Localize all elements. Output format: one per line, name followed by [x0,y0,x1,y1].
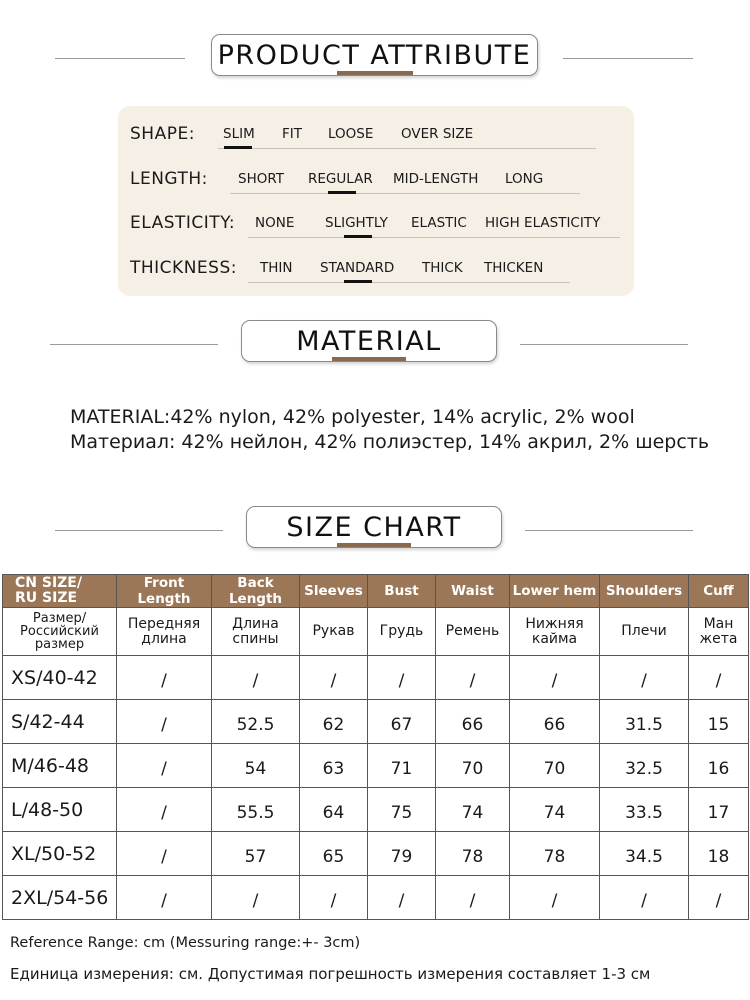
material-heading [0,320,750,370]
reference-range-note: Reference Range: cm (Messuring range:+- 3cm) [10,935,361,951]
attribute-option: REGULAR [308,171,373,187]
section-title-text: MATERIAL [296,325,442,357]
table-row [3,700,749,744]
measurement-cell: 66 [436,700,510,744]
measurement-cell: / [436,876,510,920]
measurement-cell: / [368,656,436,700]
measurement-cell: / [117,788,212,832]
table-row [3,744,749,788]
section-title-text: PRODUCT ATTRIBUTE [217,39,532,71]
attribute-baseline [218,148,596,149]
header-cell: Shoulders [600,575,689,608]
measurement-cell: 17 [689,788,749,832]
measurement-note-ru: Единица измерения: см. Допустимая погрешность измерения составляет 1-3 см [10,965,651,983]
attribute-option: FIT [282,126,302,142]
measurement-cell: / [300,656,368,700]
divider-left [55,530,223,531]
measurement-cell: 32.5 [600,744,689,788]
attribute-label: LENGTH: [130,169,208,189]
header-ru-cell: Нижняя кайма [510,608,600,656]
section-title-text: SIZE CHART [286,511,462,543]
divider-right [520,344,688,345]
table-row [3,656,749,700]
measurement-cell: / [117,656,212,700]
header-ru-cell: Ремень [436,608,510,656]
product-attribute-heading [0,34,750,84]
attribute-baseline [248,237,620,238]
header-cell: Bust [368,575,436,608]
measurement-cell: / [436,656,510,700]
attribute-option: ELASTIC [411,215,467,231]
material-text-en: MATERIAL:42% nylon, 42% polyester, 14% acrylic, 2% wool [70,406,635,428]
size-label-cell: XL/50-52 [3,832,117,876]
section-title-pill [246,506,502,548]
measurement-cell: 74 [510,788,600,832]
measurement-cell: 57 [212,832,300,876]
size-label-cell: M/46-48 [3,744,117,788]
header-ru-cell: Длина спины [212,608,300,656]
size-label-cell: S/42-44 [3,700,117,744]
attribute-row-length [118,155,634,199]
size-label-cell: 2XL/54-56 [3,876,117,920]
header-cell: Waist [436,575,510,608]
attribute-option: MID-LENGTH [393,171,479,187]
measurement-cell: 74 [436,788,510,832]
header-row-en [3,575,749,608]
measurement-cell: 33.5 [600,788,689,832]
measurement-cell: / [212,876,300,920]
size-label-cell: L/48-50 [3,788,117,832]
header-ru-cell: Плечи [600,608,689,656]
header-cell: Sleeves [300,575,368,608]
header-ru-cell: Ман жета [689,608,749,656]
measurement-cell: / [117,744,212,788]
measurement-cell: / [117,832,212,876]
attribute-row-thickness [118,244,634,288]
measurement-cell: 62 [300,700,368,744]
attribute-panel [118,106,634,296]
measurement-cell: 79 [368,832,436,876]
measurement-cell: 16 [689,744,749,788]
divider-right [563,58,693,59]
attribute-label: ELASTICITY: [130,213,236,233]
header-ru-cell: Грудь [368,608,436,656]
measurement-cell: 65 [300,832,368,876]
measurement-cell: 70 [510,744,600,788]
measurement-cell: 55.5 [212,788,300,832]
size-chart-table [2,574,749,920]
header-row-ru [3,608,749,656]
measurement-cell: 70 [436,744,510,788]
measurement-cell: 54 [212,744,300,788]
table-row [3,876,749,920]
selected-marker [224,146,252,149]
measurement-cell: / [510,876,600,920]
measurement-cell: 15 [689,700,749,744]
title-accent-bar [337,543,411,547]
attribute-option: SLIGHTLY [325,215,388,231]
selected-marker [344,280,372,283]
measurement-cell: 78 [436,832,510,876]
measurement-cell: / [117,700,212,744]
attribute-baseline [230,193,580,194]
divider-left [50,344,218,345]
section-title-pill [241,320,497,362]
measurement-cell: / [600,656,689,700]
measurement-cell: 31.5 [600,700,689,744]
selected-marker [328,191,356,194]
header-cell: Cuff [689,575,749,608]
table-row [3,788,749,832]
header-ru-cell: Рукав [300,608,368,656]
measurement-cell: 64 [300,788,368,832]
attribute-baseline [248,282,570,283]
title-accent-bar [337,71,413,75]
attribute-option: STANDARD [320,260,395,276]
measurement-cell: / [689,656,749,700]
attribute-option: LONG [505,171,544,187]
measurement-cell: 34.5 [600,832,689,876]
attribute-label: THICKNESS: [130,258,237,278]
measurement-cell: / [600,876,689,920]
measurement-cell: 52.5 [212,700,300,744]
attribute-option: THICKEN [484,260,544,276]
attribute-label: SHAPE: [130,124,195,144]
divider-right [525,530,693,531]
material-text-ru: Материал: 42% нейлон, 42% полиэстер, 14% акрил, 2% шерсть [70,431,710,453]
measurement-cell: 75 [368,788,436,832]
header-cell: Front Length [117,575,212,608]
measurement-cell: 71 [368,744,436,788]
table-row [3,832,749,876]
measurement-cell: 63 [300,744,368,788]
size-label-cell: XS/40-42 [3,656,117,700]
measurement-cell: / [117,876,212,920]
selected-marker [344,235,372,238]
attribute-row-shape [118,110,634,154]
header-ru-size: Размер/ Российский размер [3,608,117,656]
attribute-row-elasticity [118,199,634,243]
attribute-option: THICK [422,260,463,276]
attribute-option: OVER SIZE [401,126,474,142]
measurement-cell: / [212,656,300,700]
header-cell: Lower hem [510,575,600,608]
measurement-cell: 66 [510,700,600,744]
measurement-cell: / [368,876,436,920]
attribute-option: LOOSE [328,126,374,142]
measurement-cell: 18 [689,832,749,876]
divider-left [55,58,185,59]
header-cn-size: CN SIZE/ RU SIZE [3,575,117,608]
size-chart-heading [0,506,750,556]
attribute-option: NONE [255,215,295,231]
attribute-option: SLIM [223,126,255,142]
measurement-cell: 78 [510,832,600,876]
attribute-option: SHORT [238,171,284,187]
measurement-cell: / [689,876,749,920]
title-accent-bar [332,357,406,361]
measurement-cell: 67 [368,700,436,744]
measurement-cell: / [510,656,600,700]
measurement-cell: / [300,876,368,920]
attribute-option: THIN [260,260,293,276]
header-ru-cell: Передняя длина [117,608,212,656]
attribute-option: HIGH ELASTICITY [485,215,601,231]
header-cell: Back Length [212,575,300,608]
section-title-pill [211,34,538,76]
